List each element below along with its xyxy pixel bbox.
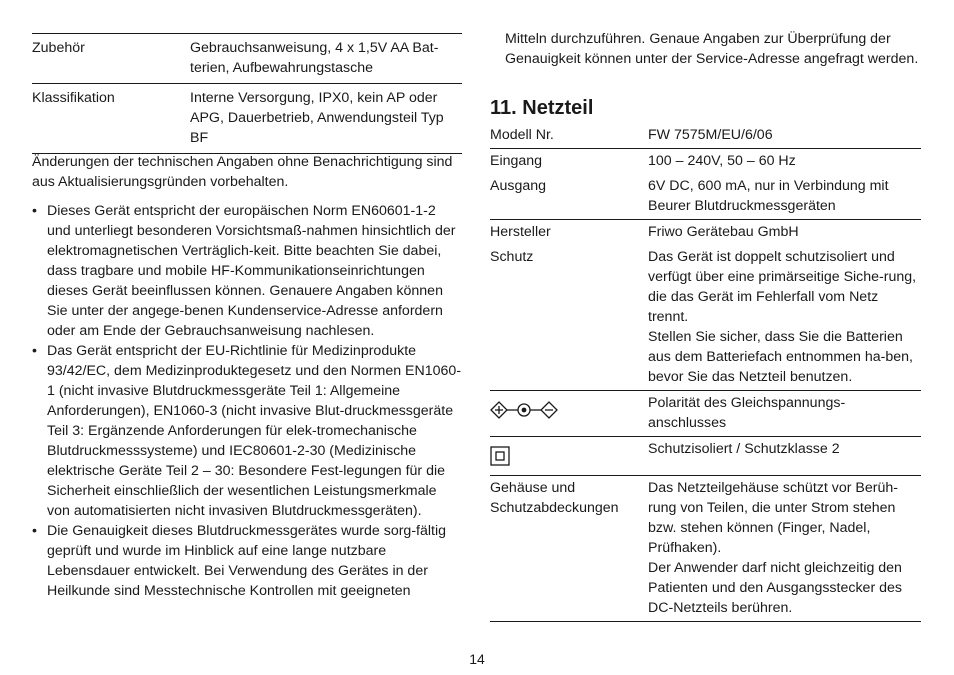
row-label: Eingang xyxy=(490,153,543,169)
row-value-line: Der Anwender darf nicht gleichzeitig den Patienten und den Ausgangsstecker des DC-Netzteils berühren. xyxy=(648,560,902,616)
row-label xyxy=(490,437,648,476)
spec-label: Zubehör xyxy=(32,40,85,56)
table-row xyxy=(490,220,921,246)
list-item: • Die Genauigkeit dieses Blutdruckmessgerätes wurde sorg-fältig geprüft und wurde im Hinblick auf eine lange nutzbare Lebensdauer entwickelt. Bei Verwendung des Gerätes in der Heilkunde sind Messtechnische Kontrollen mit geeigneten xyxy=(32,521,462,601)
page-number: 14 xyxy=(469,651,485,667)
spec-value: Gebrauchsanweisung, 4 x 1,5V AA Bat-terien, Aufbewahrungstasche xyxy=(190,40,439,76)
row-label: Ausgang xyxy=(490,174,648,220)
table-row xyxy=(490,149,921,175)
dc-polarity-icon xyxy=(490,401,558,419)
table-row xyxy=(490,476,921,622)
protection-class-2-icon xyxy=(490,446,510,472)
row-value: Polarität des Gleichspannungs-anschlusses xyxy=(648,391,921,437)
row-label: Modell Nr. xyxy=(490,123,648,149)
row-label: Gehäuse und Schutzabdeckungen xyxy=(490,480,619,516)
row-label: Hersteller xyxy=(490,224,551,240)
table-row xyxy=(490,174,921,220)
list-item: • Das Gerät entspricht der EU-Richtlinie für Medizinprodukte 93/42/EC, dem Medizinproduktegesetz und den Normen EN1060-1 (nicht invasive Blutdruckmessgeräte Teil 1: Allgemeine Anforderungen), EN1060-3 (nicht invasive Blut-druckmessgeräte Teil 3: Ergänzende Anforderungen für elek-tromechanische Blutdruckmesssysteme) und IEC80601-2-30 (Medizinische elektrische Geräte Teil 2 – 30: Besondere Fest-legungen für die Sicherheit einschließlich der wesentlichen Leistungsmerkmale von automatisierten nicht invasiven Blutdruckmessgeräten). xyxy=(32,341,462,521)
spec-row xyxy=(32,84,462,154)
power-adapter-table xyxy=(490,123,921,622)
compliance-list xyxy=(32,201,462,601)
specifications-table xyxy=(32,33,462,154)
change-notice: Änderungen der technischen Angaben ohne Benachrichtigung sind aus Aktualisierungsgründen vorbehalten. xyxy=(32,154,453,190)
protection-class-2-icon xyxy=(490,446,510,466)
section-heading: 11. Netzteil xyxy=(490,97,594,119)
row-value: 6V DC, 600 mA, nur in Verbindung mit Beurer Blutdruckmessgeräten xyxy=(648,174,921,220)
table-row xyxy=(490,123,921,149)
spec-label: Klassifikation xyxy=(32,90,115,106)
row-value xyxy=(648,245,921,391)
spec-value: Interne Versorgung, IPX0, kein AP oder APG, Dauerbetrieb, Anwendungsteil Typ BF xyxy=(190,90,444,146)
table-row xyxy=(490,245,921,391)
continuation-text: Mitteln durchzuführen. Genaue Angaben zur Überprüfung der Genauigkeit können unter der Service-Adresse angefragt werden. xyxy=(505,31,919,67)
row-value: Friwo Gerätebau GmbH xyxy=(648,224,799,240)
table-row xyxy=(490,391,921,437)
row-value-line: Das Netzteilgehäuse schützt vor Berüh-rung von Teilen, die unter Strom stehen bzw. stehen können (Finger, Nadel, Prüfhaken). xyxy=(648,480,898,556)
list-item: • Dieses Gerät entspricht der europäischen Norm EN60601-1-2 und unterliegt besonderen Vorsichtsmaß-nahmen hinsichtlich der elektromagnetischen Verträglich-keit. Bitte beachten Sie dabei, dass tragbare und mobile HF-Kommunikationseinrichtungen dieses Gerät beeinflussen können. Genauere Angaben können Sie unter der angege-benen Kundenservice-Adresse anfordern oder am Ende der Gebrauchsanweisung nachlesen. xyxy=(32,201,462,341)
row-label xyxy=(490,391,648,437)
row-label: Schutz xyxy=(490,245,648,391)
row-value-line: Das Gerät ist doppelt schutzisoliert und verfügt über eine primärseitige Siche-rung, die das Gerät im Fehlerfall vom Netz trennt. xyxy=(648,249,917,325)
row-value-line: Stellen Sie sicher, dass Sie die Batterien aus dem Batteriefach entnommen ha-ben, bevor Sie das Netzteil benutzen. xyxy=(648,329,913,385)
row-value: 100 – 240V, 50 – 60 Hz xyxy=(648,153,796,169)
row-value xyxy=(648,476,921,622)
spec-row xyxy=(32,34,462,84)
row-value: Schutzisoliert / Schutzklasse 2 xyxy=(648,437,921,476)
row-value: FW 7575M/EU/6/06 xyxy=(648,123,921,149)
dc-polarity-icon xyxy=(490,401,558,425)
table-row xyxy=(490,437,921,476)
